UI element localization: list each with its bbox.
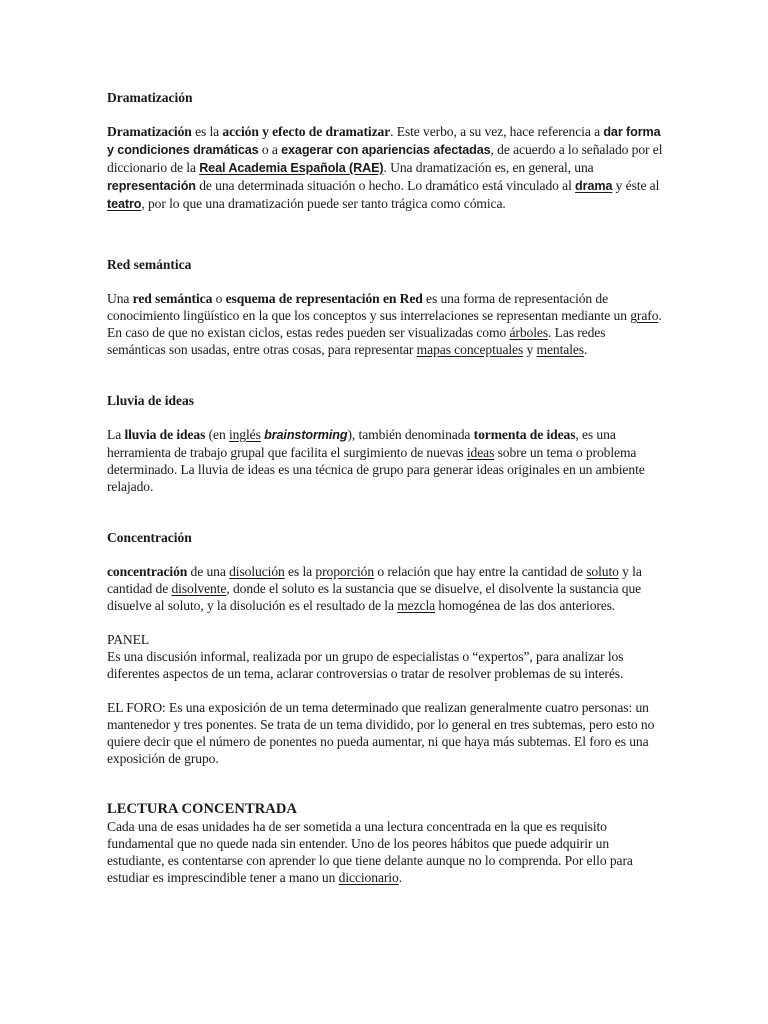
paragraph-lluvia-ideas: La lluvia de ideas (en inglés brainstorming), también denominada tormenta de ideas, es una herramienta de trabajo grupal que facilita el surgimiento de nuevas ideas sobre un tema o problema determinado. La lluvia de ideas es una técnica de grupo para generar ideas originales en un ambiente relajado. [107, 427, 645, 494]
term-red-semantica: red semántica [132, 291, 213, 306]
term-concentracion: concentración [107, 564, 188, 579]
link-rae[interactable]: Real Academia Española (RAE) [199, 161, 384, 175]
term-exagerar: exagerar con apariencias afectadas [281, 143, 491, 157]
heading-red-semantica: Red semántica [107, 257, 192, 272]
paragraph-foro: EL FORO: Es una exposición de un tema determinado que realizan generalmente cuatro personas: un mantenedor y tres ponentes. Se trata de un tema dividido, por lo general en tres subtemas, pero esto no quiere decir que el número de ponentes no pueda aumentar, ni que haya más subtemas. El foro es una exposición de grupo. [107, 700, 655, 766]
link-soluto[interactable]: soluto [586, 564, 619, 579]
heading-lluvia-ideas: Lluvia de ideas [107, 393, 195, 408]
paragraph-concentracion: concentración de una disolución es la proporción o relación que hay entre la cantidad de soluto y la cantidad de disolvente, donde el soluto es la sustancia que se disuelve, el disolvente la sustancia que disuelve al soluto, y la disolución es el resultado de la mezcla homogénea de las dos anteriores. [107, 564, 642, 613]
term-brainstorming: brainstorming [264, 428, 348, 442]
heading-panel: PANEL [107, 632, 150, 647]
paragraph-panel: Es una discusión informal, realizada por un grupo de especialistas o “expertos”, para analizar los diferentes aspectos de un tema, aclarar controversias o tratar de resolver problemas de su interés. [107, 649, 624, 681]
link-diccionario[interactable]: diccionario [338, 870, 399, 885]
link-teatro[interactable]: teatro [107, 197, 142, 211]
paragraph-red-semantica: Una red semántica o esquema de representación en Red es una forma de representación de conocimiento lingüístico en la que los conceptos y sus interrelaciones se representan mediante un grafo. En caso de que no existan ciclos, estas redes pueden ser visualizadas como árboles. Las redes semánticas son usadas, entre otras cosas, para representar mapas conceptuales y mentales. [107, 291, 662, 357]
paragraph-lectura: Cada una de esas unidades ha de ser sometida a una lectura concentrada en la que es requisito fundamental que no quede nada sin entender. Uno de los peores hábitos que puede adquirir un estudiante, es contentarse con aprender lo que tiene delante aunque no lo comprenda. Por ello para estudiar es imprescindible tener a mano un diccionario. [107, 819, 633, 885]
link-mentales[interactable]: mentales [536, 342, 584, 357]
link-grafo[interactable]: grafo [630, 308, 659, 323]
link-disolvente[interactable]: disolvente [171, 581, 227, 596]
link-disolucion[interactable]: disolución [229, 564, 285, 579]
panel-block [107, 631, 667, 682]
term-lluvia-ideas: lluvia de ideas [124, 427, 206, 442]
link-proporcion[interactable]: proporción [315, 564, 375, 579]
heading-dramatizacion: Dramatización [107, 90, 193, 105]
link-arboles[interactable]: árboles [509, 325, 549, 340]
heading-concentracion: Concentración [107, 530, 192, 545]
link-ideas[interactable]: ideas [466, 445, 495, 460]
link-mezcla[interactable]: mezcla [397, 598, 436, 613]
link-drama[interactable]: drama [575, 179, 613, 193]
term-esquema: esquema de representación en Red [225, 291, 423, 306]
paragraph-dramatizacion: Dramatización es la acción y efecto de dramatizar. Este verbo, a su vez, hace referencia a dar forma y condiciones dramáticas o a exagerar con apariencias afectadas, de acuerdo a lo señalado por el diccionario de la Real Academia Española (RAE). Una dramatización es, en general, una representación de una determinada situación o hecho. Lo dramático está vinculado al drama y éste al teatro, por lo que una dramatización puede ser tanto trágica como cómica. [107, 124, 663, 211]
term-tormenta-ideas: tormenta de ideas [473, 427, 576, 442]
term-accion-efecto: acción y efecto de dramatizar [222, 124, 391, 139]
link-ingles[interactable]: inglés [228, 427, 261, 442]
heading-lectura-concentrada: LECTURA CONCENTRADA [107, 801, 298, 817]
link-mapas-conceptuales[interactable]: mapas conceptuales [416, 342, 524, 357]
term-dramatizacion: Dramatización [107, 124, 192, 139]
term-dar-forma: dar forma y condiciones dramáticas [107, 125, 661, 157]
term-representacion: representación [107, 179, 196, 193]
lectura-block [107, 801, 667, 886]
